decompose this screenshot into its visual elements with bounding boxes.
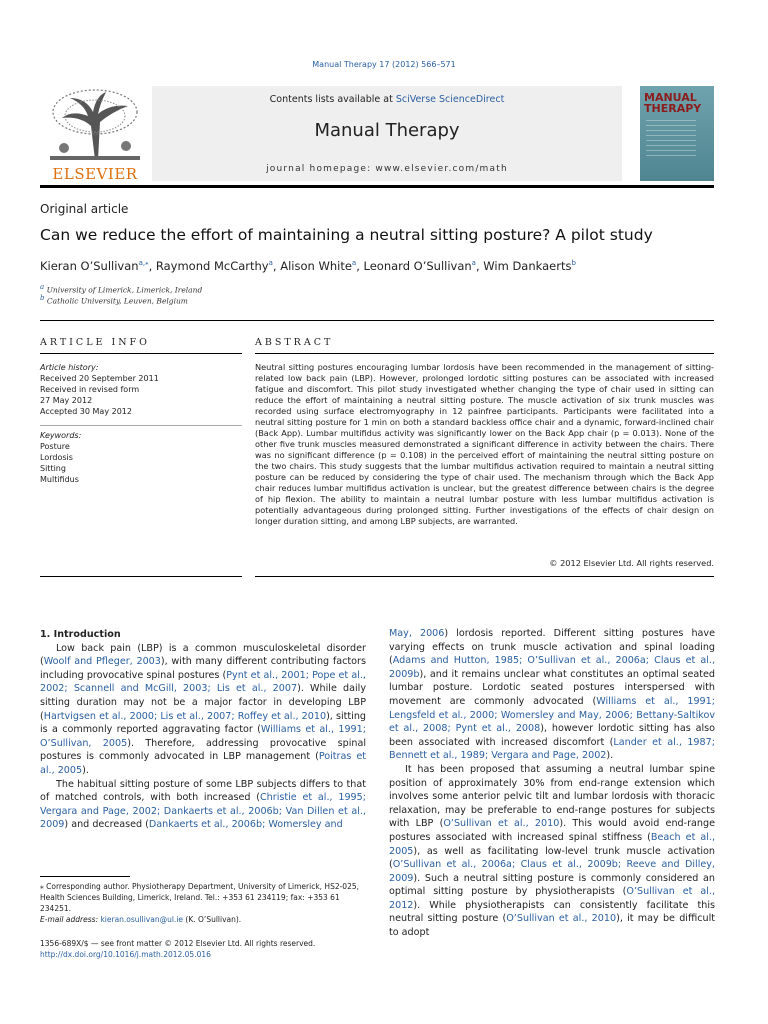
article-history (40, 362, 240, 417)
section-heading: 1. Introduction (40, 629, 121, 640)
author: Leonard O’Sullivan (363, 259, 472, 273)
body-text: ). While daily sitting duration may not be a major factor in developing LBP ( (40, 683, 366, 722)
affiliation-a (40, 283, 202, 295)
author-affiliation-link[interactable]: a,⁎ (138, 259, 149, 268)
publisher-wordmark[interactable]: ELSEVIER (52, 165, 138, 183)
email-label: E-mail address: (40, 915, 101, 924)
citation-link[interactable]: Hartvigsen et al., 2000; Lis et al., 2007; Roffey et al., 2010 (43, 710, 327, 722)
header-divider (40, 185, 714, 188)
citation-link[interactable]: O’Sullivan et al., 2010 (506, 913, 617, 925)
journal-header (152, 86, 622, 181)
author: Raymond McCarthy (155, 259, 269, 273)
citation-link[interactable]: Lander et al., 1987; Bennett et al., 1989; Vergara and Page, 2002 (389, 736, 715, 762)
citation-link[interactable]: Beach et al., 2005 (389, 831, 715, 857)
journal-title: Manual Therapy (314, 120, 460, 141)
contents-line (152, 94, 622, 105)
citation-link[interactable]: Adams and Hutton, 1985; O’Sullivan et al., 2006a; Claus et al., 2009b (389, 655, 715, 680)
journal-cover-image (640, 86, 714, 181)
contents-prefix: Contents lists available at (269, 94, 396, 105)
cover-decoration (646, 120, 696, 160)
email-line (40, 914, 366, 925)
copyright-notice: © 2012 Elsevier Ltd. All rights reserved. (549, 558, 714, 568)
body-column-right (389, 627, 715, 940)
body-text: ). This would avoid end-range postures associated with increased spinal stiffness ( (389, 818, 715, 843)
footnote-divider (40, 876, 130, 877)
citation-link[interactable]: Woolf and Pfleger, 2003 (43, 656, 161, 668)
divider (255, 576, 714, 577)
cover-title: MANUAL THERAPY (644, 91, 702, 115)
abstract-heading: ABSTRACT (255, 337, 334, 348)
keywords (40, 430, 240, 485)
body-text: ), with many different contributing factors including provocative spinal postures ( (40, 656, 366, 681)
author-affiliation-link[interactable]: a (351, 259, 357, 268)
body-text: ), and it remains unclear what constitutes an optimal seated lumbar posture. Lordotic seated postures interspersed with movement are commonly advocated ( (389, 668, 715, 707)
affiliation-text: University of Limerick, Limerick, Ireland (46, 285, 203, 295)
history-item: Received in revised form (40, 385, 140, 394)
corresponding-author-footnote (40, 881, 366, 925)
citation-link[interactable]: Williams et al., 1991; Lengsfeld et al., 2000; Womersley and May, 2006; Bettany-Saltikov et al., 2008; Pynt et al., 2008 (389, 695, 715, 735)
body-paragraph (389, 763, 715, 940)
email-suffix: (K. O’Sullivan). (183, 915, 242, 924)
body-paragraph (389, 627, 715, 763)
paragraph-container (389, 627, 715, 940)
affiliation-marker: a (40, 283, 45, 291)
citation-link[interactable]: Poitras et al., 2005 (40, 751, 366, 776)
issn-block (40, 938, 366, 960)
body-text: ), sitting is a commonly reported aggravating factor ( (40, 710, 366, 736)
author-list: Kieran O’Sullivan$^{a,⁎}$, Raymond McCarthy$^a$, Alison White$^a$, Leonard O’Sullivan$^a$, Wim Dankaerts$^b$ (40, 259, 576, 273)
body-text: ). Such a neutral sitting posture is commonly considered an optimal sitting posture by physiotherapists ( (389, 872, 715, 898)
divider (40, 576, 242, 577)
citation-link[interactable]: Pynt et al., 2001; Pope et al., 2002; Scannell and McGill, 2003; Lis et al., 2007 (40, 669, 366, 695)
article-type: Original article (40, 202, 129, 216)
journal-homepage[interactable]: journal homepage: www.elsevier.com/math (266, 164, 508, 174)
body-text: Low back pain (LBP) is a common musculoskeletal disorder ( (40, 642, 366, 668)
issn-line: 1356-689X/$ — see front matter © 2012 Elsevier Ltd. All rights reserved. (40, 939, 316, 948)
body-text: ), as well as facilitating low-level trunk muscle activation ( (389, 845, 715, 871)
article-title: Can we reduce the effort of maintaining a neutral sitting posture? A pilot study (40, 226, 653, 244)
affiliation-text: Catholic University, Leuven, Belgium (46, 296, 188, 306)
keyword[interactable]: Multifidus (40, 475, 79, 484)
affiliation-marker: b (40, 294, 45, 302)
author-affiliation-link[interactable]: b (571, 259, 576, 268)
corresponding-text: ⁎ Corresponding author. Physiotherapy Department, University of Limerick, HS2-025, Health Sciences Building, Limerick, Ireland. Tel.: +353 61 234119; fax: +353 61 234251. (40, 882, 360, 913)
abstract-text: Neutral sitting postures encouraging lumbar lordosis have been recommended in the management of sitting-related low back pain (LBP). However, prolonged lordotic sitting postures can be associated with increased fatigue and discomfort. This pilot study investigated whether changing the type of chair used in sitting can reduce the effort of maintaining a neutral sitting posture. The muscle activation of six trunk muscles was recorded using surface electromyography in 12 painfree participants. Participants were facilitated into a neutral sitting posture for 1 min on both a standard backless office chair and a dynamic, forward-inclined chair (Back App). Lumbar multifidus activity was significantly lower on the Back App chair (p = 0.013). None of the other five trunk muscles measured demonstrated a significant difference in activity between the chairs. There was no significant difference (p = 0.108) in the perceived effort of maintaining the neutral sitting posture on the two chairs. This study suggests that the lumbar multifidus activation required to maintain a neutral sitting posture can be reduced by considering the type of chair used. The mechanism through which the Back App chair reduces lumbar multifidus activation is unclear, but the greatest difference between chairs is the degree of hip flexion. The ability to maintain a neutral lumbar posture with less lumbar multifidus activation is potentially advantageous during prolonged sitting. Further investigations of the effects of chair design on longer duration sitting, and among LBP subjects, are warranted. (255, 362, 714, 526)
citation-link[interactable]: O’Sullivan et al., 2012 (389, 886, 715, 911)
affiliation-b (40, 294, 188, 306)
keyword[interactable]: Posture (40, 442, 70, 451)
author: Kieran O’Sullivan (40, 259, 139, 273)
citation-link[interactable]: Dankaerts et al., 2006b; Womersley and (148, 819, 343, 831)
history-item: Accepted 30 May 2012 (40, 407, 132, 416)
divider (255, 353, 714, 354)
doi-link[interactable]: http://dx.doi.org/10.1016/j.math.2012.05.016 (40, 950, 211, 959)
body-text: ). (606, 750, 614, 762)
keyword[interactable]: Sitting (40, 464, 66, 473)
article-info-heading: ARTICLE INFO (40, 337, 150, 348)
body-text: It has been proposed that assuming a neutral lumbar spine position of approximately 30% from end-range extension which involves some anterior pelvic tilt and lumbar lordosis with thoracic relaxation, may be preferable to end-range postures for subjects with LBP ( (389, 763, 715, 830)
history-item: Received 20 September 2011 (40, 374, 159, 383)
divider (40, 320, 714, 321)
journal-reference[interactable]: Manual Therapy 17 (2012) 566–571 (312, 60, 456, 69)
sciencedirect-link[interactable]: SciVerse ScienceDirect (395, 94, 505, 105)
author-affiliation-link[interactable]: a (471, 259, 476, 268)
paragraph-container (40, 642, 366, 832)
body-text: ) and decreased ( (64, 819, 149, 831)
body-column-left (40, 628, 366, 832)
citation-link[interactable]: May, 2006 (389, 628, 445, 639)
body-text: ), it may be difficult to adopt (389, 913, 716, 939)
citation-link[interactable]: Christie et al., 1995; Vergara and Page, 2002; Dankaerts et al., 2006b; Van Dillen et al., 2009 (40, 792, 366, 831)
citation-link[interactable]: Williams et al., 1991; O’Sullivan, 2005 (40, 724, 366, 749)
author: Wim Dankaerts (483, 259, 572, 273)
history-item: 27 May 2012 (40, 396, 93, 405)
history-label: Article history: (40, 363, 99, 372)
keywords-label: Keywords: (40, 431, 82, 440)
citation-link[interactable]: O’Sullivan et al., 2010 (443, 818, 560, 830)
author-affiliation-link[interactable]: a (268, 259, 273, 268)
body-paragraph (40, 642, 366, 778)
body-text: ), however lordotic sitting has also been associated with increased discomfort ( (389, 723, 715, 748)
email-link[interactable]: kieran.osullivan@ul.ie (100, 915, 184, 924)
body-paragraph (40, 778, 366, 832)
body-text: ). (82, 764, 89, 776)
body-text: The habitual sitting posture of some LBP subjects differs to that of matched controls, with both increased ( (40, 778, 366, 804)
citation-link[interactable]: O’Sullivan et al., 2006a; Claus et al., 2009b; Reeve and Dilley, 2009 (389, 859, 715, 884)
body-text: ). While physiotherapists can consistently facilitate this neutral sitting posture ( (389, 899, 715, 925)
keyword[interactable]: Lordosis (40, 453, 73, 462)
author: Alison White (280, 259, 352, 273)
divider (40, 353, 242, 354)
body-text: ). Therefore, addressing provocative spinal postures is commonly advocated in LBP management ( (40, 737, 366, 763)
body-text: ) lordosis reported. Different sitting postures have varying effects on trunk muscle activation and spinal loading ( (389, 628, 715, 667)
divider (40, 425, 242, 426)
